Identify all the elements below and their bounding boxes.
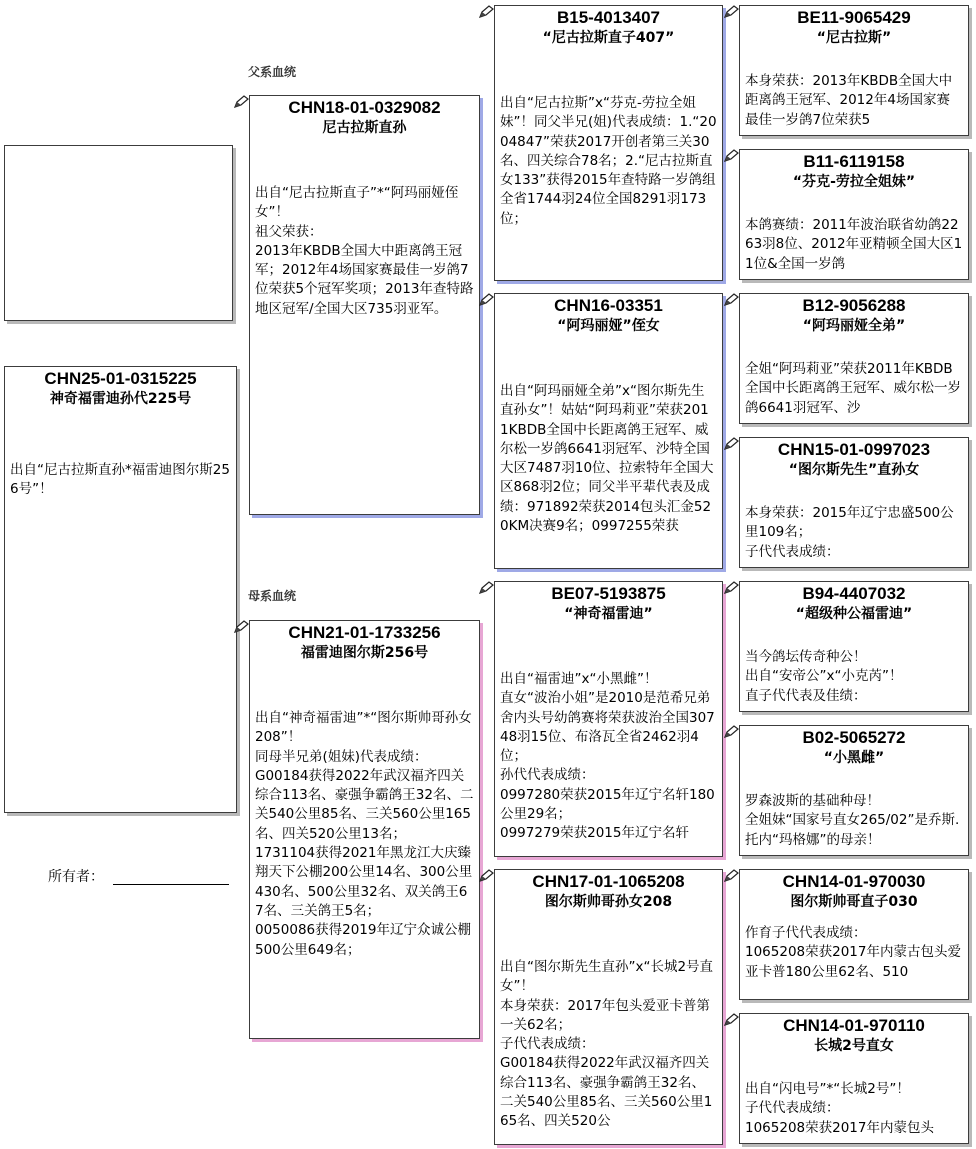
pencil-icon[interactable] <box>479 5 494 19</box>
dss-card[interactable] <box>739 581 969 712</box>
pigeon-description: 本身荣获：2015年辽宁忠盛500公里109名； 子代代表成绩： <box>745 505 954 560</box>
ssd-card[interactable] <box>739 149 969 280</box>
pencil-icon[interactable] <box>724 149 739 163</box>
ring-number: CHN21-01-1733256 <box>288 623 441 642</box>
pigeon-name: “芬克-劳拉全姐妹” <box>792 174 916 190</box>
photo-box <box>4 145 233 321</box>
dds-card[interactable] <box>739 869 969 1000</box>
pencil-icon[interactable] <box>724 725 739 739</box>
ring-number: CHN18-01-0329082 <box>288 98 441 117</box>
pencil-icon[interactable] <box>724 293 739 307</box>
ring-number: BE11-9065429 <box>797 8 911 27</box>
sire-sire-card[interactable] <box>494 5 723 281</box>
pigeon-description: 出自“闪电号”*“长城2号”！ 子代代表成绩： 1065208荣获2017年内蒙包头 <box>745 1081 934 1136</box>
pencil-icon[interactable] <box>724 1013 739 1027</box>
pigeon-name: 神奇福雷迪孙代225号 <box>49 391 192 407</box>
sdd-card[interactable] <box>739 437 969 568</box>
sds-card[interactable] <box>739 293 969 424</box>
pigeon-description: 全姐“阿玛莉亚”荣获2011年KBDB全国中长距离鸽王冠军、威尔松一岁鸽6641羽冠军、沙 <box>745 361 961 416</box>
pencil-icon[interactable] <box>234 620 249 634</box>
ring-number: CHN25-01-0315225 <box>44 369 197 388</box>
pigeon-description: 当今鸽坛传奇种公！ 出自“安帝公”x“小克芮”！ 直子代代表及佳绩： <box>745 649 903 704</box>
pigeon-description: 罗森波斯的基础种母！ 全姐妹“国家号直女265/02”是乔斯.托内“玛格娜”的母亲！ <box>745 793 960 848</box>
pencil-icon[interactable] <box>479 293 494 307</box>
ring-number: BE07-5193875 <box>551 584 666 603</box>
sire-dam-card[interactable] <box>494 293 723 569</box>
pigeon-name: “尼古拉斯” <box>816 30 892 46</box>
pigeon-name: “阿玛丽娅全弟” <box>802 318 906 334</box>
pencil-icon[interactable] <box>479 581 494 595</box>
ddd-card[interactable] <box>739 1013 969 1144</box>
pigeon-description: 作育子代代表成绩： 1065208荣获2017年内蒙古包头爱亚卡普180公里62名、510 <box>745 925 961 980</box>
ring-number: B02-5065272 <box>802 728 906 747</box>
dam-card[interactable] <box>249 620 480 1039</box>
owner-label: 所有者： <box>48 869 104 885</box>
pigeon-description: 出自“尼古拉斯直孙*福雷迪图尔斯256号”！ <box>10 462 230 498</box>
pigeon-name: 长城2号直女 <box>814 1038 894 1054</box>
pigeon-description: 出自“阿玛丽娅全弟”x“图尔斯先生直孙女”！姑姑“阿玛莉亚”荣获2011KBDB全国中长距离鸽王冠军、威尔松一岁鸽6641羽冠军、沙特全国大区7487羽10位、拉索特年全国大区868羽2位；同父半平辈代表及成绩：971892荣获2014包头汇金520KM决赛9名；0997255荣获 <box>500 383 714 535</box>
ring-number: B15-4013407 <box>556 8 661 27</box>
pigeon-description: 本身荣获：2013年KBDB全国大中距离鸽王冠军、2012年4场国家赛最佳一岁鸽7位荣获5 <box>745 73 953 128</box>
ring-number: B12-9056288 <box>802 296 906 315</box>
dam-dam-card[interactable] <box>494 869 723 1145</box>
pigeon-name: “阿玛丽娅”侄女 <box>557 318 660 334</box>
pigeon-name: 图尔斯帅哥孙女208 <box>544 894 673 910</box>
sss-card[interactable] <box>739 5 969 136</box>
paternal-lineage-label: 父系血统 <box>248 65 297 79</box>
pigeon-description: 出自“神奇福雷迪”*“图尔斯帅哥孙女208”！ 同母半兄弟(姐妹)代表成绩： G00184获得2022年武汉福齐四关综合113名、豪强争霸鸽王32名、二关540公里85名、三关560公里165名、四关520公里13名； 1731104获得2021年黑龙江大庆臻翔天下公棚200公里14名、300公里430名、500公里32名、双关鸽王67名、三关鸽王5名； 0050086获得2019年辽宁众诚公棚500公里649名； <box>255 710 474 958</box>
pigeon-name: “小黑雌” <box>823 750 885 766</box>
maternal-lineage-label: 母系血统 <box>248 589 297 603</box>
pigeon-description: 出自“福雷迪”x“小黑雌”！ 直女“波治小姐”是2010是范希兄弟舍内头号幼鸽赛将荣获波治全国30748羽15位、布洛瓦全省2462羽4位； 孙代代表成绩： 0997280荣获2015年辽宁名轩180公里29名； 0997279荣获2015年辽宁名轩 <box>500 671 715 842</box>
subject-card[interactable] <box>4 366 237 813</box>
pigeon-name: 尼古拉斯直孙 <box>322 120 407 136</box>
ring-number: CHN14-01-970110 <box>783 1016 925 1035</box>
pigeon-name: “神奇福雷迪” <box>564 606 653 622</box>
pigeon-description: 出自“尼古拉斯直子”*“阿玛丽娅侄女”！ 祖父荣获： 2013年KBDB全国大中距离鸽王冠军；2012年4场国家赛最佳一岁鸽7位荣获5个冠军奖项；2013年查特路地区冠军/全国大区735羽亚军。 <box>255 185 474 317</box>
dam-sire-card[interactable] <box>494 581 723 857</box>
pencil-icon[interactable] <box>724 437 739 451</box>
pigeon-name: 图尔斯帅哥直子030 <box>790 894 918 910</box>
ring-number: B11-6119158 <box>803 152 905 171</box>
pigeon-name: “超级种公福雷迪” <box>795 606 913 622</box>
sire-card[interactable] <box>249 95 480 515</box>
pigeon-name: “图尔斯先生”直孙女 <box>788 462 920 478</box>
pigeon-description: 出自“图尔斯先生直孙”x“长城2号直女”！ 本身荣获：2017年包头爱亚卡普第一关62名； 子代代表成绩： G00184获得2022年武汉福齐四关综合113名、豪强争霸鸽王32名、二关540公里85名、三关560公里165名、四关520公 <box>500 959 714 1130</box>
ring-number: CHN17-01-1065208 <box>532 872 685 891</box>
ring-number: B94-4407032 <box>802 584 906 603</box>
pencil-icon[interactable] <box>724 581 739 595</box>
pigeon-description: 本鸽赛绩：2011年波治联省幼鸽2263羽8位、2012年亚精顿全国大区11位&全国一岁鸽 <box>745 217 963 272</box>
pencil-icon[interactable] <box>479 869 494 883</box>
pigeon-name: 福雷迪图尔斯256号 <box>300 645 429 661</box>
ring-number: CHN14-01-970030 <box>782 872 926 891</box>
pencil-icon[interactable] <box>724 5 739 19</box>
ring-number: CHN16-03351 <box>554 296 663 315</box>
pencil-icon[interactable] <box>724 869 739 883</box>
pencil-icon[interactable] <box>234 95 249 109</box>
ring-number: CHN15-01-0997023 <box>777 440 931 459</box>
pigeon-description: 出自“尼古拉斯”x“芬克-劳拉全姐妹”！同父半兄(姐)代表成绩：1.“2004847”荣获2017开创者第三关30名、四关综合78名；2.“尼古拉斯直女133”获得2015年查特路一岁鸽组全省1744羽24位全国8291羽173位； <box>500 95 717 227</box>
pigeon-name: “尼古拉斯直子407” <box>542 30 675 46</box>
owner-signature-line <box>113 884 229 885</box>
dsd-card[interactable] <box>739 725 969 856</box>
